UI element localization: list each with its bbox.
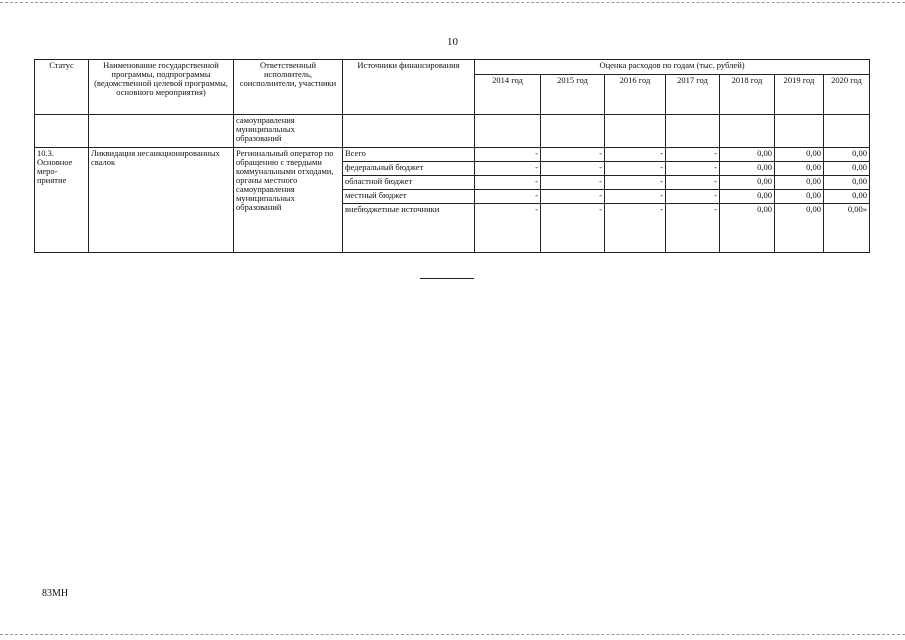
table-cell <box>605 115 666 148</box>
table-cell <box>541 115 605 148</box>
page-number: 10 <box>447 36 458 48</box>
source-label: местный бюджет <box>343 190 475 204</box>
value-cell: 0,00 <box>720 176 775 190</box>
value-cell: - <box>475 162 541 176</box>
header-estimate: Оценка расходов по годам (тыс. рублей) <box>475 60 870 75</box>
header-year: 2019 год <box>775 75 824 115</box>
header-year: 2020 год <box>824 75 870 115</box>
header-year: 2017 год <box>666 75 720 115</box>
source-label: федеральный бюджет <box>343 162 475 176</box>
header-year: 2016 год <box>605 75 666 115</box>
value-cell: - <box>541 190 605 204</box>
bottom-scan-edge <box>0 634 905 635</box>
value-cell: - <box>666 148 720 162</box>
source-label: внебюджетные источники <box>343 204 475 253</box>
table-cell <box>89 115 234 148</box>
value-cell: 0,00 <box>775 162 824 176</box>
table-cell <box>35 115 89 148</box>
header-status: Статус <box>35 60 89 115</box>
value-cell: 0,00 <box>824 148 870 162</box>
value-cell: 0,00 <box>775 204 824 253</box>
header-year: 2015 год <box>541 75 605 115</box>
value-cell: - <box>541 204 605 253</box>
value-cell: - <box>605 190 666 204</box>
value-cell: 0,00 <box>824 176 870 190</box>
value-cell: 0,00 <box>720 148 775 162</box>
value-cell: 0,00 <box>775 148 824 162</box>
value-cell: 0,00 <box>775 190 824 204</box>
header-sources: Источники финансирования <box>343 60 475 115</box>
table-cell <box>824 115 870 148</box>
value-cell: - <box>666 190 720 204</box>
value-cell: - <box>605 204 666 253</box>
value-cell: 0,00» <box>824 204 870 253</box>
value-cell: 0,00 <box>720 204 775 253</box>
item-program: Ликвидация несанкционированных свалок <box>89 148 234 253</box>
continuation-row <box>35 115 870 148</box>
value-cell: 0,00 <box>720 190 775 204</box>
value-cell: - <box>666 176 720 190</box>
value-cell: - <box>475 148 541 162</box>
value-cell: - <box>541 148 605 162</box>
end-divider-line <box>420 278 474 279</box>
table-cell <box>666 115 720 148</box>
item-responsible: Региональный оператор по обращению с твердыми коммунальными отходами, органы местного самоуправления муниципальных образований <box>234 148 343 253</box>
table-cell <box>720 115 775 148</box>
top-scan-edge <box>0 2 905 3</box>
source-label: областной бюджет <box>343 176 475 190</box>
value-cell: - <box>475 204 541 253</box>
value-cell: - <box>605 162 666 176</box>
value-cell: - <box>541 176 605 190</box>
header-responsible: Ответственный исполнитель, соисполнители, участники <box>234 60 343 115</box>
value-cell: - <box>475 176 541 190</box>
item-status: 10.3. Основное меро-приятие <box>35 148 89 253</box>
value-cell: - <box>666 162 720 176</box>
value-cell: 0,00 <box>775 176 824 190</box>
header-program: Наименование государственной программы, подпрограммы (ведомственной целевой программы, основного мероприятия) <box>89 60 234 115</box>
value-cell: - <box>541 162 605 176</box>
value-cell: - <box>605 176 666 190</box>
header-row <box>35 60 870 75</box>
table-cell <box>343 115 475 148</box>
header-year: 2018 год <box>720 75 775 115</box>
document-code: 83МН <box>42 588 69 599</box>
value-cell: 0,00 <box>824 162 870 176</box>
continuation-responsible: самоуправления муниципальных образований <box>234 115 343 148</box>
value-cell: - <box>605 148 666 162</box>
table-cell <box>475 115 541 148</box>
value-cell: 0,00 <box>824 190 870 204</box>
value-cell: - <box>666 204 720 253</box>
source-label: Всего <box>343 148 475 162</box>
value-cell: - <box>475 190 541 204</box>
header-year: 2014 год <box>475 75 541 115</box>
table-cell <box>775 115 824 148</box>
table-row <box>35 148 870 162</box>
budget-table <box>34 59 870 253</box>
value-cell: 0,00 <box>720 162 775 176</box>
